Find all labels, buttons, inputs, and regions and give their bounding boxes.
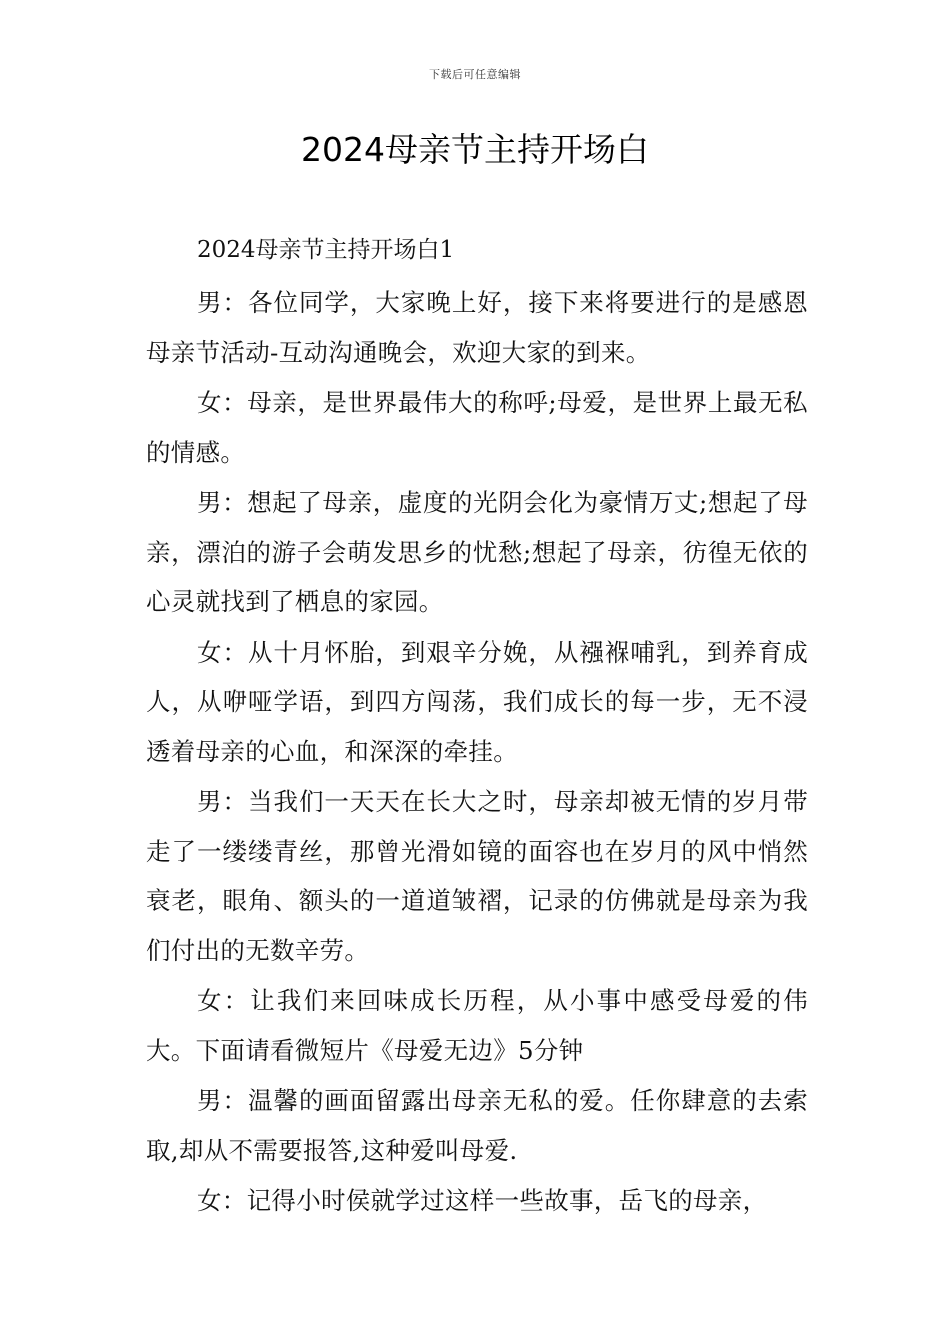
header-note: 下载后可任意编辑	[429, 68, 521, 81]
paragraph: 男：各位同学，大家晚上好，接下来将要进行的是感恩母亲节活动-互动沟通晚会，欢迎大家的到来。	[146, 288, 808, 367]
document-title: 2024母亲节主持开场白	[301, 130, 649, 169]
section-subtitle: 2024母亲节主持开场白1	[197, 237, 455, 263]
paragraph: 女：让我们来回味成长历程，从小事中感受母爱的伟大。下面请看微短片《母爱无边》5分钟	[146, 986, 808, 1065]
paragraph: 男：当我们一天天在长大之时，母亲却被无情的岁月带走了一缕缕青丝，那曾光滑如镜的面容也在岁月的风中悄然衰老，眼角、额头的一道道皱褶，记录的仿佛就是母亲为我们付出的无数辛劳。	[146, 787, 808, 965]
paragraph: 女：从十月怀胎，到艰辛分娩，从襁褓哺乳，到养育成人，从咿哑学语，到四方闯荡，我们成长的每一步，无不浸透着母亲的心血，和深深的牵挂。	[146, 637, 808, 766]
paragraph: 女：记得小时侯就学过这样一些故事，岳飞的母亲，	[197, 1186, 768, 1215]
paragraph: 男：温馨的画面留露出母亲无私的爱。任你肆意的去索取,却从不需要报答,这种爱叫母爱.	[146, 1086, 808, 1165]
paragraph: 女：母亲，是世界最伟大的称呼;母爱，是世界上最无私的情感。	[146, 388, 808, 467]
paragraph: 男：想起了母亲，虚度的光阴会化为豪情万丈;想起了母亲，漂泊的游子会萌发思乡的忧愁;想起了母亲，彷徨无依的心灵就找到了栖息的家园。	[146, 488, 808, 616]
document-body	[146, 226, 808, 1227]
